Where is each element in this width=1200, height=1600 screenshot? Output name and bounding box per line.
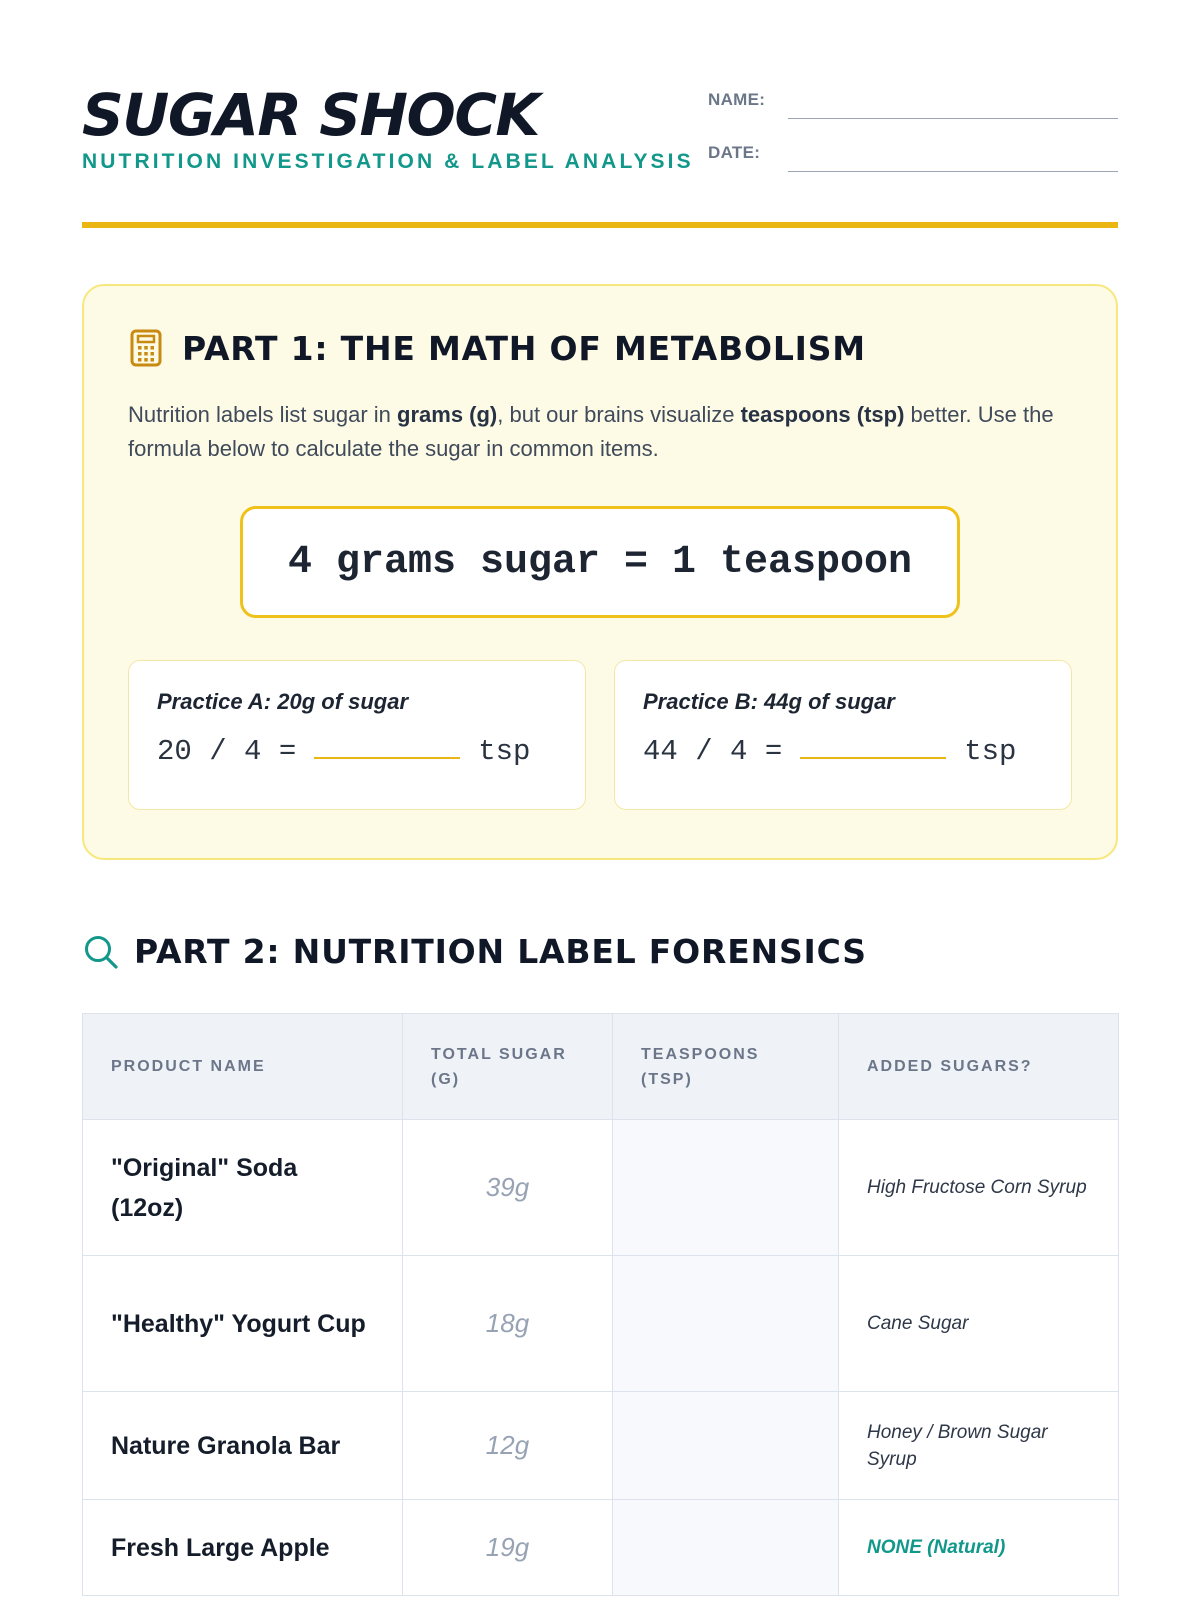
practice-row — [128, 660, 1072, 810]
intro-bold-grams: grams (g) — [397, 402, 498, 427]
practice-b-expression: 44 / 4 = — [643, 735, 783, 768]
table-row — [83, 1500, 1119, 1596]
column-header-teaspoons: TEASPOONS (TSP) — [613, 1014, 839, 1120]
name-field[interactable] — [788, 88, 1118, 119]
header-divider — [82, 222, 1118, 228]
product-name: "Healthy" Yogurt Cup — [83, 1256, 403, 1392]
total-sugar: 12g — [403, 1392, 613, 1500]
added-sugars: NONE (Natural) — [839, 1500, 1119, 1596]
product-name: "Original" Soda (12oz) — [83, 1120, 403, 1256]
table-row — [83, 1120, 1119, 1256]
intro-text-2: , but our brains visualize — [497, 402, 741, 427]
total-sugar: 19g — [403, 1500, 613, 1596]
practice-b-card — [614, 660, 1072, 810]
practice-b-equation — [643, 735, 1043, 768]
practice-b-title: Practice B: 44g of sugar — [643, 689, 895, 714]
product-name: Fresh Large Apple — [83, 1500, 403, 1596]
intro-bold-teaspoons: teaspoons (tsp) — [740, 402, 905, 427]
practice-a-expression: 20 / 4 = — [157, 735, 297, 768]
intro-text-1: Nutrition labels list sugar in — [128, 402, 398, 427]
name-label: NAME: — [708, 90, 766, 109]
teaspoons-answer-cell[interactable] — [613, 1120, 839, 1256]
intro-text-3: better. Use the formula below to calculate the sugar in common items. — [128, 402, 1054, 461]
total-sugar: 18g — [403, 1256, 613, 1392]
page-title: SUGAR SHOCK — [82, 81, 539, 149]
part1-panel — [82, 284, 1118, 860]
added-sugars: Honey / Brown Sugar Syrup — [839, 1392, 1119, 1500]
part1-title: PART 1: THE MATH OF METABOLISM — [182, 328, 866, 368]
table-row — [83, 1256, 1119, 1392]
column-header-total-sugar: TOTAL SUGAR (G) — [403, 1014, 613, 1120]
added-sugars: High Fructose Corn Syrup — [839, 1120, 1119, 1256]
part1-heading — [128, 328, 1072, 368]
practice-a-equation — [157, 735, 557, 768]
search-icon — [82, 933, 120, 971]
practice-b-unit: tsp — [964, 735, 1017, 768]
calculator-icon — [128, 328, 164, 368]
teaspoons-answer-cell[interactable] — [613, 1392, 839, 1500]
student-info — [708, 88, 1118, 194]
table-header-row — [83, 1014, 1119, 1120]
conversion-formula: 4 grams sugar = 1 teaspoon — [240, 506, 960, 618]
product-name: Nature Granola Bar — [83, 1392, 403, 1500]
date-field[interactable] — [788, 141, 1118, 172]
teaspoons-answer-cell[interactable] — [613, 1500, 839, 1596]
practice-a-unit: tsp — [478, 735, 531, 768]
date-row — [708, 141, 1118, 194]
part2-heading — [82, 932, 1118, 971]
practice-a-answer-blank[interactable] — [314, 735, 460, 759]
total-sugar: 39g — [403, 1120, 613, 1256]
teaspoons-answer-cell[interactable] — [613, 1256, 839, 1392]
worksheet-header — [82, 0, 1118, 229]
added-sugars: Cane Sugar — [839, 1256, 1119, 1392]
table-row — [83, 1392, 1119, 1500]
column-header-product: PRODUCT NAME — [83, 1014, 403, 1120]
date-label: DATE: — [708, 143, 761, 162]
page-subtitle: NUTRITION INVESTIGATION & LABEL ANALYSIS — [82, 150, 694, 173]
column-header-added-sugars: ADDED SUGARS? — [839, 1014, 1119, 1120]
formula-wrapper — [128, 506, 1072, 618]
practice-a-title: Practice A: 20g of sugar — [157, 689, 409, 714]
name-row — [708, 88, 1118, 141]
practice-a-card — [128, 660, 586, 810]
part1-intro — [128, 398, 1072, 466]
part2-title: PART 2: NUTRITION LABEL FORENSICS — [134, 932, 867, 971]
practice-b-answer-blank[interactable] — [800, 735, 946, 759]
nutrition-table — [82, 1013, 1119, 1596]
